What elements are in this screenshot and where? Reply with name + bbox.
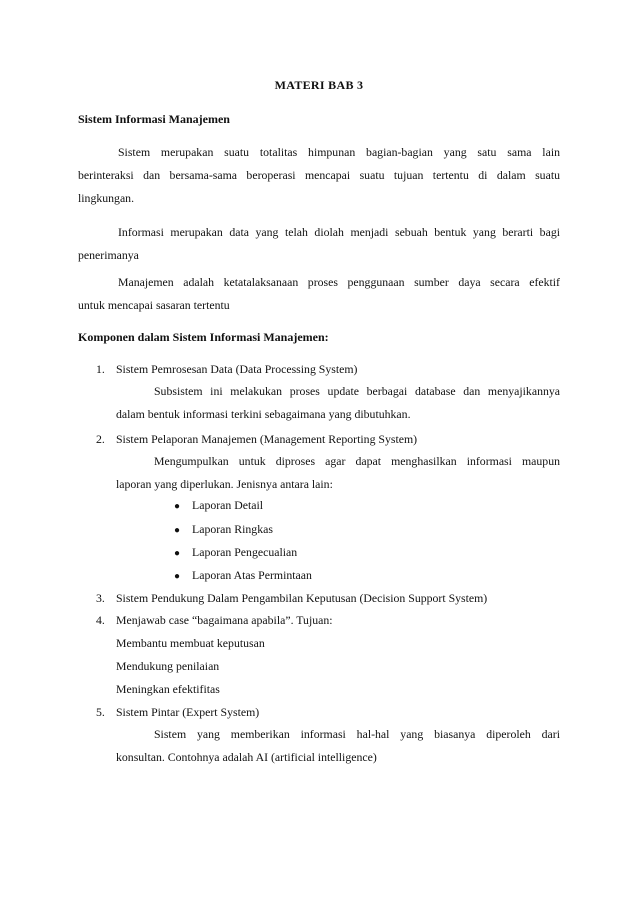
plain-line: Membantu membuat keputusan — [116, 636, 265, 650]
list-number: 2. — [96, 432, 105, 446]
bullet-item — [174, 498, 263, 513]
bullet-label: Laporan Ringkas — [192, 522, 273, 536]
list-item-description — [116, 723, 560, 769]
description-line: dalam bentuk informasi terkini sebagaimana yang dibutuhkan. — [116, 407, 411, 421]
list-item — [96, 613, 333, 628]
list-item-description — [116, 450, 560, 496]
paragraph-line: penerimanya — [78, 248, 139, 262]
list-item-label: Sistem Pendukung Dalam Pengambilan Keputusan (Decision Support System) — [116, 591, 488, 605]
bullet-item — [174, 568, 312, 583]
page-title: MATERI BAB 3 — [274, 78, 364, 92]
list-item-label: Sistem Pemrosesan Data (Data Processing System) — [116, 362, 358, 376]
description-line: Subsistem ini melakukan proses update berbagai database dan menyajikannya — [154, 384, 560, 398]
list-number: 5. — [96, 705, 105, 719]
list-item-label: Sistem Pintar (Expert System) — [116, 705, 260, 719]
paragraph-line: berinteraksi dan bersama-sama beroperasi mencapai suatu tujuan tertentu di dalam suatu — [78, 168, 560, 182]
bullet-item — [174, 545, 297, 560]
section-heading-sim: Sistem Informasi Manajemen — [78, 112, 230, 126]
bullet-label: Laporan Detail — [192, 498, 264, 512]
section-heading-komponen: Komponen dalam Sistem Informasi Manajemen: — [78, 330, 329, 344]
bullet-dot-icon: ● — [174, 525, 181, 536]
list-item-label: Menjawab case “bagaimana apabila”. Tujuan: — [116, 613, 333, 627]
paragraph-line: Sistem merupakan suatu totalitas himpunan bagian-bagian yang satu sama lain — [118, 145, 560, 159]
list-number: 4. — [96, 613, 105, 627]
bullet-dot-icon: ● — [174, 571, 181, 582]
list-item-label: Sistem Pelaporan Manajemen (Management Reporting System) — [116, 432, 418, 446]
list-item-description — [116, 380, 560, 426]
paragraph-line: Manajemen adalah ketatalaksanaan proses penggunaan sumber daya secara efektif — [118, 275, 560, 289]
list-item — [96, 591, 487, 606]
plain-line: Meningkan efektifitas — [116, 682, 220, 696]
paragraph-line: lingkungan. — [78, 191, 135, 205]
paragraph-line: Informasi merupakan data yang telah diolah menjadi sebuah bentuk yang berarti bagi — [118, 225, 560, 239]
component-list — [96, 0, 560, 903]
list-item — [96, 432, 417, 447]
bullet-label: Laporan Pengecualian — [192, 545, 298, 559]
description-line: laporan yang diperlukan. Jenisnya antara lain: — [116, 477, 333, 491]
list-number: 1. — [96, 362, 105, 376]
description-line: Mengumpulkan untuk diproses agar dapat menghasilkan informasi maupun — [154, 454, 560, 468]
paragraph-line: untuk mencapai sasaran tertentu — [78, 298, 230, 312]
plain-line: Mendukung penilaian — [116, 659, 220, 673]
description-line: konsultan. Contohnya adalah AI (artificial intelligence) — [116, 750, 377, 764]
list-item — [96, 362, 357, 377]
bullet-dot-icon: ● — [174, 548, 181, 559]
list-number: 3. — [96, 591, 105, 605]
bullet-label: Laporan Atas Permintaan — [192, 568, 312, 582]
bullet-dot-icon: ● — [174, 501, 181, 512]
description-line: Sistem yang memberikan informasi hal-hal yang biasanya diperoleh dari — [154, 727, 560, 741]
bullet-item — [174, 522, 273, 537]
list-item — [96, 705, 259, 720]
